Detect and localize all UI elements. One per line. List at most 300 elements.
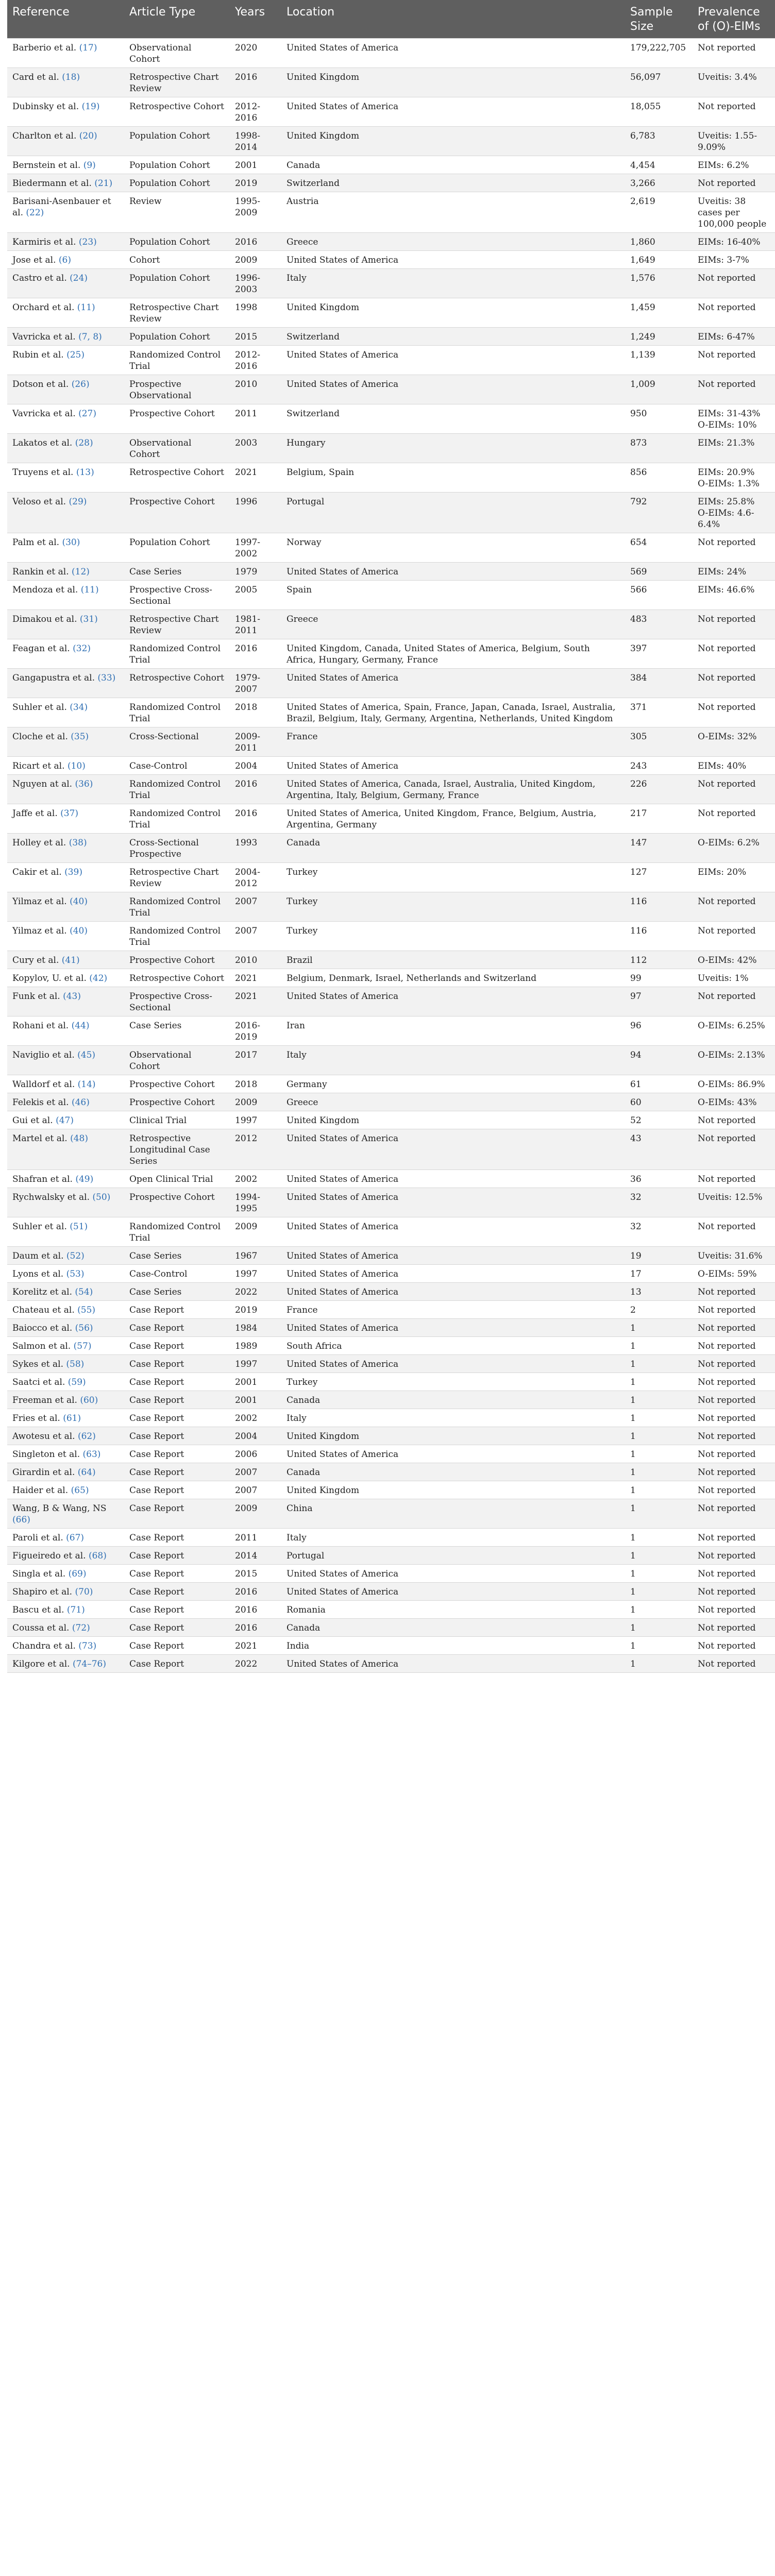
cell-location: Belgium, Denmark, Israel, Netherlands and Switzerland bbox=[281, 969, 625, 987]
cell-years: 2007 bbox=[230, 892, 281, 922]
cell-reference bbox=[7, 1170, 124, 1188]
cell-article-type: Case Report bbox=[124, 1565, 230, 1583]
cell-reference bbox=[7, 463, 124, 493]
cell-article-type: Case Report bbox=[124, 1601, 230, 1619]
citation-link[interactable]: (37) bbox=[60, 808, 79, 819]
reference-authors: Card et al. bbox=[12, 72, 59, 82]
header-row bbox=[7, 0, 775, 39]
cell-prevalence: Not reported bbox=[693, 375, 775, 404]
cell-article-type: Case Report bbox=[124, 1583, 230, 1601]
cell-location: Iran bbox=[281, 1016, 625, 1046]
table-row bbox=[7, 233, 775, 251]
table-row bbox=[7, 1547, 775, 1565]
cell-prevalence: Not reported bbox=[693, 174, 775, 192]
reference-authors: Nguyen at al. bbox=[12, 779, 73, 789]
cell-years: 1981-2011 bbox=[230, 610, 281, 639]
cell-article-type: Randomized Control Trial bbox=[124, 775, 230, 804]
cell-reference bbox=[7, 269, 124, 298]
citation-link[interactable]: (67) bbox=[66, 1533, 85, 1543]
cell-prevalence: Not reported bbox=[693, 987, 775, 1016]
cell-article-type: Randomized Control Trial bbox=[124, 922, 230, 951]
cell-article-type: Population Cohort bbox=[124, 269, 230, 298]
cell-prevalence: Not reported bbox=[693, 1170, 775, 1188]
cell-article-type: Retrospective Chart Review bbox=[124, 298, 230, 328]
citation-link[interactable]: (30) bbox=[62, 537, 80, 548]
citation-link[interactable]: (63) bbox=[82, 1449, 101, 1460]
citation-link[interactable]: (32) bbox=[73, 643, 91, 654]
citation-link[interactable]: (48) bbox=[70, 1133, 88, 1144]
cell-article-type: Prospective Cohort bbox=[124, 951, 230, 969]
citation-link[interactable]: (50) bbox=[92, 1192, 111, 1202]
citation-link[interactable]: (55) bbox=[77, 1305, 96, 1315]
citation-link[interactable]: (46) bbox=[71, 1097, 90, 1108]
cell-prevalence: O-EIMs: 43% bbox=[693, 1093, 775, 1111]
cell-years: 2011 bbox=[230, 404, 281, 434]
cell-prevalence: Not reported bbox=[693, 269, 775, 298]
citation-link[interactable]: (36) bbox=[75, 779, 93, 789]
cell-article-type: Case Series bbox=[124, 1247, 230, 1265]
table-row bbox=[7, 493, 775, 533]
cell-years: 2015 bbox=[230, 1565, 281, 1583]
citation-link[interactable]: (10) bbox=[67, 761, 86, 771]
table-row bbox=[7, 1301, 775, 1319]
cell-location: United States of America, Canada, Israel, Australia, United Kingdom, Argentina, Italy, Belgium, Germany, France bbox=[281, 775, 625, 804]
cell-reference bbox=[7, 1619, 124, 1637]
citation-link[interactable]: (27) bbox=[78, 409, 96, 419]
cell-prevalence: Not reported bbox=[693, 298, 775, 328]
cell-reference bbox=[7, 951, 124, 969]
cell-article-type: Case Report bbox=[124, 1619, 230, 1637]
cell-reference bbox=[7, 969, 124, 987]
cell-reference bbox=[7, 1355, 124, 1373]
cell-reference bbox=[7, 581, 124, 610]
cell-years: 2018 bbox=[230, 1075, 281, 1093]
citation-link[interactable]: (19) bbox=[81, 101, 100, 112]
citation-link[interactable]: (42) bbox=[89, 973, 108, 984]
table-row bbox=[7, 563, 775, 581]
cell-reference bbox=[7, 251, 124, 269]
reference-authors: Rankin et al. bbox=[12, 567, 69, 577]
cell-reference bbox=[7, 804, 124, 834]
table-row bbox=[7, 1427, 775, 1445]
citation-link[interactable]: (49) bbox=[75, 1174, 94, 1184]
cell-location: United Kingdom, Canada, United States of America, Belgium, South Africa, Hungary, Germany, France bbox=[281, 639, 625, 669]
table-row bbox=[7, 1337, 775, 1355]
cell-years: 1998-2014 bbox=[230, 127, 281, 156]
citation-link[interactable]: (38) bbox=[69, 838, 87, 848]
cell-location: United States of America bbox=[281, 669, 625, 698]
citation-link[interactable]: (23) bbox=[78, 237, 97, 247]
cell-prevalence: Not reported bbox=[693, 1499, 775, 1529]
cell-location: United States of America bbox=[281, 39, 625, 68]
cell-years: 1995-2009 bbox=[230, 192, 281, 233]
citation-link[interactable]: (64) bbox=[77, 1467, 96, 1478]
cell-sample-size: 483 bbox=[625, 610, 693, 639]
cell-prevalence: Not reported bbox=[693, 698, 775, 727]
cell-sample-size: 1 bbox=[625, 1481, 693, 1499]
table-row bbox=[7, 1391, 775, 1409]
citation-link[interactable]: (17) bbox=[79, 43, 97, 53]
cell-years: 2009 bbox=[230, 1093, 281, 1111]
cell-sample-size: 1 bbox=[625, 1373, 693, 1391]
cell-sample-size: 2 bbox=[625, 1301, 693, 1319]
cell-years: 1996-2003 bbox=[230, 269, 281, 298]
cell-article-type: Prospective Observational bbox=[124, 375, 230, 404]
citation-link[interactable]: (22) bbox=[26, 208, 44, 218]
cell-years: 2009 bbox=[230, 251, 281, 269]
reference-authors: Daum et al. bbox=[12, 1251, 64, 1261]
table-row bbox=[7, 127, 775, 156]
cell-location: Greece bbox=[281, 1093, 625, 1111]
cell-location: Canada bbox=[281, 834, 625, 863]
header-sample-size: Sample Size bbox=[625, 0, 693, 39]
header-prevalence: Prevalence of (O)-EIMs bbox=[693, 0, 775, 39]
cell-location: Canada bbox=[281, 1463, 625, 1481]
reference-authors: Palm et al. bbox=[12, 537, 60, 548]
citation-link[interactable]: (31) bbox=[79, 614, 98, 624]
citation-link[interactable]: (66) bbox=[12, 1515, 30, 1525]
cell-years: 2012 bbox=[230, 1129, 281, 1170]
cell-sample-size: 305 bbox=[625, 727, 693, 757]
cell-article-type: Case Report bbox=[124, 1409, 230, 1427]
cell-sample-size: 32 bbox=[625, 1188, 693, 1217]
reference-authors: Dimakou et al. bbox=[12, 614, 77, 624]
table-row bbox=[7, 669, 775, 698]
citation-link[interactable]: (68) bbox=[88, 1551, 107, 1561]
table-row bbox=[7, 1355, 775, 1373]
cell-prevalence: Not reported bbox=[693, 1583, 775, 1601]
cell-article-type: Case Series bbox=[124, 1283, 230, 1301]
table-row bbox=[7, 1583, 775, 1601]
reference-authors: Mendoza et al. bbox=[12, 585, 78, 595]
citation-link[interactable]: (59) bbox=[68, 1377, 86, 1387]
table-row bbox=[7, 639, 775, 669]
table-row bbox=[7, 1075, 775, 1093]
cell-years: 2006 bbox=[230, 1445, 281, 1463]
cell-article-type: Population Cohort bbox=[124, 328, 230, 346]
cell-location: United States of America bbox=[281, 1655, 625, 1673]
cell-reference bbox=[7, 1337, 124, 1355]
table-row bbox=[7, 1619, 775, 1637]
cell-article-type: Cross-Sectional Prospective bbox=[124, 834, 230, 863]
cell-sample-size: 1,459 bbox=[625, 298, 693, 328]
cell-location: Switzerland bbox=[281, 174, 625, 192]
cell-location: Greece bbox=[281, 233, 625, 251]
cell-sample-size: 56,097 bbox=[625, 68, 693, 97]
table-row bbox=[7, 1655, 775, 1673]
table-row bbox=[7, 269, 775, 298]
citation-link[interactable]: (6) bbox=[58, 255, 72, 265]
cell-prevalence: EIMs: 46.6% bbox=[693, 581, 775, 610]
reference-authors: Cakir et al. bbox=[12, 867, 62, 877]
citation-link[interactable]: (73) bbox=[78, 1641, 97, 1651]
cell-location: United States of America bbox=[281, 1170, 625, 1188]
citation-link[interactable]: (71) bbox=[66, 1605, 85, 1615]
cell-prevalence: Not reported bbox=[693, 1601, 775, 1619]
cell-prevalence: Not reported bbox=[693, 1111, 775, 1129]
citation-link[interactable]: (35) bbox=[71, 732, 89, 742]
cell-sample-size: 1 bbox=[625, 1565, 693, 1583]
citation-link[interactable]: (61) bbox=[63, 1413, 81, 1423]
citation-link[interactable]: (18) bbox=[62, 72, 80, 82]
cell-reference bbox=[7, 1075, 124, 1093]
reference-authors: Dotson et al. bbox=[12, 379, 69, 389]
cell-article-type: Population Cohort bbox=[124, 174, 230, 192]
cell-sample-size: 116 bbox=[625, 892, 693, 922]
cell-sample-size: 1 bbox=[625, 1583, 693, 1601]
reference-authors: Karmiris et al. bbox=[12, 237, 76, 247]
reference-authors: Singla et al. bbox=[12, 1569, 66, 1579]
cell-article-type: Population Cohort bbox=[124, 533, 230, 563]
cell-location: United States of America bbox=[281, 563, 625, 581]
reference-authors: Rohani et al. bbox=[12, 1021, 69, 1031]
citation-link[interactable]: (9) bbox=[83, 160, 96, 171]
cell-prevalence: Uveitis: 12.5% bbox=[693, 1188, 775, 1217]
cell-article-type: Prospective Cohort bbox=[124, 1093, 230, 1111]
citation-link[interactable]: (53) bbox=[66, 1269, 85, 1279]
cell-sample-size: 566 bbox=[625, 581, 693, 610]
cell-prevalence: Not reported bbox=[693, 1355, 775, 1373]
reference-authors: Lyons et al. bbox=[12, 1269, 64, 1279]
cell-location: Romania bbox=[281, 1601, 625, 1619]
citation-link[interactable]: (13) bbox=[76, 467, 94, 478]
cell-sample-size: 179,222,705 bbox=[625, 39, 693, 68]
cell-location: Turkey bbox=[281, 1373, 625, 1391]
citation-link[interactable]: (70) bbox=[75, 1587, 93, 1597]
cell-article-type: Retrospective Cohort bbox=[124, 97, 230, 127]
cell-article-type: Randomized Control Trial bbox=[124, 804, 230, 834]
cell-reference bbox=[7, 1319, 124, 1337]
cell-years: 1967 bbox=[230, 1247, 281, 1265]
citation-link[interactable]: (60) bbox=[80, 1395, 98, 1405]
cell-years: 2016 bbox=[230, 1583, 281, 1601]
cell-prevalence: EIMs: 24% bbox=[693, 563, 775, 581]
cell-article-type: Case Report bbox=[124, 1637, 230, 1655]
citation-link[interactable]: (58) bbox=[66, 1359, 85, 1369]
cell-article-type: Case-Control bbox=[124, 757, 230, 775]
table-row bbox=[7, 951, 775, 969]
citation-link[interactable]: (65) bbox=[71, 1485, 89, 1496]
cell-sample-size: 243 bbox=[625, 757, 693, 775]
citation-link[interactable]: (33) bbox=[97, 673, 116, 683]
citation-link[interactable]: (39) bbox=[64, 867, 82, 877]
cell-years: 1979-2007 bbox=[230, 669, 281, 698]
cell-location: United Kingdom bbox=[281, 298, 625, 328]
cell-years: 1994-1995 bbox=[230, 1188, 281, 1217]
cell-reference bbox=[7, 1427, 124, 1445]
cell-article-type: Case Series bbox=[124, 563, 230, 581]
citation-link[interactable]: (12) bbox=[72, 567, 90, 577]
citation-link[interactable]: (28) bbox=[75, 438, 93, 448]
citation-link[interactable]: (62) bbox=[77, 1431, 96, 1442]
cell-location: United States of America, United Kingdom, France, Belgium, Austria, Argentina, Germany bbox=[281, 804, 625, 834]
cell-reference bbox=[7, 1373, 124, 1391]
reference-authors: Cloche et al. bbox=[12, 732, 68, 742]
cell-sample-size: 217 bbox=[625, 804, 693, 834]
table-row bbox=[7, 1601, 775, 1619]
cell-article-type: Retrospective Cohort bbox=[124, 969, 230, 987]
citation-link[interactable]: (25) bbox=[66, 350, 85, 360]
cell-prevalence: Not reported bbox=[693, 1445, 775, 1463]
reference-authors: Suhler et al. bbox=[12, 1222, 67, 1232]
citation-link[interactable]: (29) bbox=[69, 497, 87, 507]
cell-location: Portugal bbox=[281, 1547, 625, 1565]
citation-link[interactable]: (34) bbox=[70, 702, 88, 713]
table-row bbox=[7, 698, 775, 727]
citation-link[interactable]: (20) bbox=[79, 131, 97, 141]
cell-prevalence: O-EIMs: 6.2% bbox=[693, 834, 775, 863]
table-row bbox=[7, 39, 775, 68]
cell-sample-size: 1 bbox=[625, 1355, 693, 1373]
table-row bbox=[7, 68, 775, 97]
citation-link[interactable]: (51) bbox=[70, 1222, 88, 1232]
citation-link[interactable]: (11) bbox=[80, 585, 99, 595]
citation-link[interactable]: (21) bbox=[94, 178, 113, 189]
cell-reference bbox=[7, 775, 124, 804]
cell-reference bbox=[7, 1499, 124, 1529]
reference-authors: Shapiro et al. bbox=[12, 1587, 73, 1597]
citation-link[interactable]: (44) bbox=[71, 1021, 90, 1031]
citation-link[interactable]: (69) bbox=[68, 1569, 87, 1579]
reference-authors: Gangapustra et al. bbox=[12, 673, 95, 683]
cell-sample-size: 112 bbox=[625, 951, 693, 969]
cell-prevalence: EIMs: 21.3% bbox=[693, 434, 775, 463]
citation-link[interactable]: (57) bbox=[73, 1341, 92, 1351]
citation-link[interactable]: (26) bbox=[71, 379, 90, 389]
table-row bbox=[7, 1319, 775, 1337]
cell-years: 1998 bbox=[230, 298, 281, 328]
citation-link[interactable]: (40) bbox=[70, 926, 88, 936]
cell-sample-size: 36 bbox=[625, 1170, 693, 1188]
reference-authors: Barisani-Asenbauer et al. bbox=[12, 196, 111, 218]
citation-link[interactable]: (56) bbox=[75, 1323, 93, 1333]
cell-reference bbox=[7, 1529, 124, 1547]
cell-article-type: Case Report bbox=[124, 1655, 230, 1673]
cell-prevalence: Not reported bbox=[693, 775, 775, 804]
cell-article-type: Case Series bbox=[124, 1016, 230, 1046]
cell-reference bbox=[7, 610, 124, 639]
cell-location: Brazil bbox=[281, 951, 625, 969]
cell-article-type: Prospective Cross-Sectional bbox=[124, 987, 230, 1016]
cell-sample-size: 1 bbox=[625, 1463, 693, 1481]
cell-years: 2004 bbox=[230, 1427, 281, 1445]
table-header bbox=[7, 0, 775, 39]
cell-article-type: Open Clinical Trial bbox=[124, 1170, 230, 1188]
cell-prevalence: Not reported bbox=[693, 1655, 775, 1673]
cell-location: United States of America, Spain, France, Japan, Canada, Israel, Australia, Brazil, Belgium, Italy, Germany, Argentina, Netherlands, United Kingdom bbox=[281, 698, 625, 727]
cell-reference bbox=[7, 1409, 124, 1427]
citation-link[interactable]: (43) bbox=[63, 991, 81, 1002]
cell-location: United Kingdom bbox=[281, 1111, 625, 1129]
cell-prevalence: EIMs: 25.8% O-EIMs: 4.6-6.4% bbox=[693, 493, 775, 533]
cell-years: 2015 bbox=[230, 328, 281, 346]
citation-link[interactable]: (14) bbox=[77, 1079, 96, 1090]
cell-reference bbox=[7, 1129, 124, 1170]
citation-link[interactable]: (40) bbox=[70, 896, 88, 907]
cell-prevalence: Uveitis: 31.6% bbox=[693, 1247, 775, 1265]
citation-link[interactable]: (45) bbox=[77, 1050, 96, 1060]
cell-location: United Kingdom bbox=[281, 1481, 625, 1499]
cell-prevalence: Not reported bbox=[693, 1427, 775, 1445]
citation-link[interactable]: (52) bbox=[66, 1251, 85, 1261]
cell-years: 2001 bbox=[230, 1373, 281, 1391]
table-row bbox=[7, 434, 775, 463]
citation-link[interactable]: (47) bbox=[56, 1115, 74, 1126]
reference-authors: Vavricka et al. bbox=[12, 332, 76, 342]
cell-years: 2004-2012 bbox=[230, 863, 281, 892]
citation-link[interactable]: (74–76) bbox=[72, 1659, 106, 1669]
cell-reference bbox=[7, 757, 124, 775]
cell-location: Italy bbox=[281, 1046, 625, 1075]
citation-link[interactable]: (7, 8) bbox=[78, 332, 102, 342]
cell-location: United States of America bbox=[281, 1265, 625, 1283]
cell-sample-size: 1,009 bbox=[625, 375, 693, 404]
cell-years: 2010 bbox=[230, 951, 281, 969]
studies-table bbox=[7, 0, 775, 1673]
cell-reference bbox=[7, 1046, 124, 1075]
table-row bbox=[7, 97, 775, 127]
cell-years: 2016 bbox=[230, 233, 281, 251]
table-row bbox=[7, 404, 775, 434]
reference-authors: Castro et al. bbox=[12, 273, 67, 283]
cell-location: United States of America bbox=[281, 1129, 625, 1170]
cell-reference bbox=[7, 434, 124, 463]
cell-reference bbox=[7, 1637, 124, 1655]
cell-years: 2016 bbox=[230, 1619, 281, 1637]
cell-sample-size: 1,576 bbox=[625, 269, 693, 298]
cell-reference bbox=[7, 922, 124, 951]
cell-reference bbox=[7, 1283, 124, 1301]
table-row bbox=[7, 1499, 775, 1529]
cell-reference bbox=[7, 1301, 124, 1319]
cell-reference bbox=[7, 834, 124, 863]
citation-link[interactable]: (24) bbox=[70, 273, 88, 283]
cell-reference bbox=[7, 1016, 124, 1046]
table-row bbox=[7, 1283, 775, 1301]
cell-years: 2016 bbox=[230, 1601, 281, 1619]
cell-reference bbox=[7, 669, 124, 698]
reference-authors: Salmon et al. bbox=[12, 1341, 71, 1351]
citation-link[interactable]: (72) bbox=[72, 1623, 90, 1633]
cell-article-type: Prospective Cross-Sectional bbox=[124, 581, 230, 610]
cell-reference bbox=[7, 328, 124, 346]
cell-years: 2016 bbox=[230, 68, 281, 97]
cell-sample-size: 397 bbox=[625, 639, 693, 669]
reference-authors: Biedermann et al. bbox=[12, 178, 92, 189]
citation-link[interactable]: (41) bbox=[61, 955, 80, 965]
citation-link[interactable]: (54) bbox=[75, 1287, 93, 1297]
cell-sample-size: 43 bbox=[625, 1129, 693, 1170]
cell-prevalence: Not reported bbox=[693, 1373, 775, 1391]
table-row bbox=[7, 1463, 775, 1481]
cell-reference bbox=[7, 404, 124, 434]
cell-sample-size: 1 bbox=[625, 1529, 693, 1547]
cell-prevalence: Not reported bbox=[693, 1529, 775, 1547]
citation-link[interactable]: (11) bbox=[77, 302, 95, 313]
reference-authors: Paroli et al. bbox=[12, 1533, 63, 1543]
cell-location: Canada bbox=[281, 1619, 625, 1637]
reference-authors: Barberio et al. bbox=[12, 43, 77, 53]
cell-sample-size: 127 bbox=[625, 863, 693, 892]
cell-sample-size: 1 bbox=[625, 1319, 693, 1337]
cell-years: 2005 bbox=[230, 581, 281, 610]
cell-reference bbox=[7, 1565, 124, 1583]
reference-authors: Yilmaz et al. bbox=[12, 896, 67, 907]
reference-authors: Wang, B & Wang, NS bbox=[12, 1503, 107, 1514]
cell-location: Norway bbox=[281, 533, 625, 563]
cell-sample-size: 2,619 bbox=[625, 192, 693, 233]
reference-authors: Bernstein et al. bbox=[12, 160, 81, 171]
